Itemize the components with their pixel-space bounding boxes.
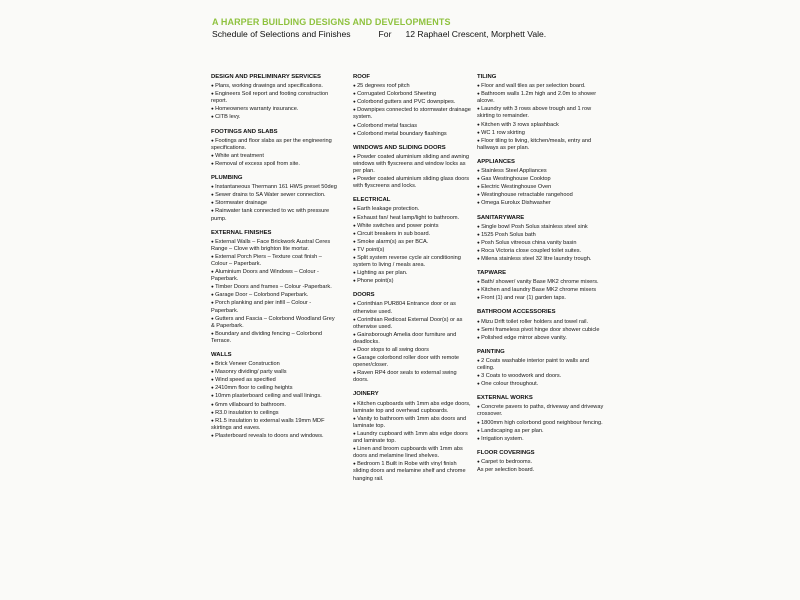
list-item: ● Plasterboard reveals to doors and windows. (211, 432, 339, 440)
list-item: ● Lighting as per plan. (353, 269, 473, 277)
list-item: As per selection board. (477, 467, 535, 474)
company-name: A HARPER BUILDING DESIGNS AND DEVELOPMENTS (212, 17, 451, 27)
list-item: ● White switches and power points (353, 222, 473, 230)
list-item: ● Removal of excess spoil from site. (211, 160, 339, 168)
list-item: ● Posh Solus vitreous china vanity basin (477, 239, 605, 247)
list-item: ● WC 1 row skirting (477, 129, 605, 137)
column-3 (477, 74, 605, 481)
section-heading: FLOOR COVERINGS (477, 449, 535, 456)
list-item: ● Downpipes connected to stormwater drainage system. (353, 106, 473, 121)
list-item: ● Mizu Drift toilet roller holders and towel rail. (477, 318, 605, 326)
section-block (477, 349, 605, 388)
list-item: ● Homeowners warranty insurance. (211, 105, 339, 113)
list-item: ● Bath/ shower/ vanity Base MK2 chrome mixers. (477, 278, 605, 286)
list-item: ● CITB levy. (211, 113, 339, 121)
list-item: ● One colour throughout. (477, 380, 605, 388)
list-item: ● Front (1) and rear (1) garden taps. (477, 294, 605, 302)
list-item: ● 10mm plasterboard ceiling and wall linings. (211, 392, 339, 400)
list-item: ● 1525 Posh Solus bath (477, 231, 605, 239)
list-item: ● Circuit breakers in sub board. (353, 230, 473, 238)
list-item: ● Irrigation system. (477, 435, 605, 443)
list-item: ● Kitchen with 3 rows splashback (477, 121, 605, 129)
list-item: ● Brick Veneer Construction (211, 360, 339, 368)
list-item: ● Colorbond metal fascias (353, 122, 473, 130)
list-item: ● Footings and floor slabs as per the engineering specifications. (211, 137, 339, 152)
document-title: Schedule of Selections and Finishes (212, 29, 351, 39)
list-item: ● Carpet to bedrooms. (477, 458, 605, 466)
list-item: ● Bedroom 1 Built in Robe with vinyl finish sliding doors and melamine shelf and chrome hanging rail. (353, 460, 473, 482)
list-item: ● Earth leakage protection. (353, 205, 473, 213)
list-item: ● Concrete pavers to paths, driveway and driveway crossover. (477, 403, 605, 418)
list-item: ● 25 degrees roof pitch (353, 82, 473, 90)
section-heading: TILING (477, 74, 497, 80)
section-block (477, 450, 605, 474)
section-heading: APPLIANCES (477, 158, 515, 165)
section-heading: TAPWARE (477, 270, 507, 277)
list-item: ● Wind speed as specified (211, 376, 339, 384)
section-block (477, 74, 605, 152)
section-heading: PLUMBING (211, 175, 243, 182)
list-item: ● Electric Westinghouse Oven (477, 183, 605, 191)
section-block (477, 215, 605, 264)
section-heading: PAINTING (477, 348, 505, 355)
list-item: ● Polished edge mirror above vanity. (477, 334, 605, 342)
list-item: ● Stormwater drainage (211, 199, 339, 207)
section-heading: EXTERNAL WORKS (477, 395, 533, 402)
document-subtitle (212, 29, 546, 39)
list-item: ● Omega Eurolux Dishwasher (477, 199, 605, 207)
list-item: ● R3.0 insulation to ceilings (211, 409, 339, 417)
list-item: ● Smoke alarm(s) as per BCA. (353, 238, 473, 246)
list-item: ● Colorbond metal boundary flashings (353, 130, 473, 138)
column-1 (211, 74, 339, 447)
list-item: ● R1.5 insulation to external walls 19mm MDF skirtings and eaves. (211, 417, 339, 432)
section-block (211, 175, 339, 223)
list-item: ● Laundry with 3 rows above trough and 1 row skirting to remainder. (477, 105, 605, 120)
list-item: ● TV point(s) (353, 246, 473, 254)
list-item: ● Timber Doors and frames – Colour -Paperbark. (211, 283, 339, 291)
list-item: ● 3 Coats to woodwork and doors. (477, 372, 605, 380)
list-item: ● Porch planking and pier infill – Colour - Paperbark. (211, 299, 339, 314)
section-heading: BATHROOM ACCESSORIES (477, 309, 556, 316)
list-item: ● Laundry cupboard with 1mm abs edge doors and laminate top. (353, 430, 473, 445)
list-item: ● Gutters and Fascia – Colorbond Woodland Grey & Paperbark. (211, 315, 339, 330)
list-item: ● External Porch Piers – Texture coat finish – Colour – Paperbark. (211, 253, 339, 268)
list-item: ● Powder coated aluminium sliding and awning windows with flyscreens and window locks as per plan. (353, 153, 473, 175)
list-item: ● Instantaneous Thermann 161 HWS preset 50deg (211, 183, 339, 191)
section-block (353, 292, 473, 384)
list-item: ● 2410mm floor to ceiling heights (211, 384, 339, 392)
list-item: ● Milena stainless steel 32 litre laundry trough. (477, 255, 605, 263)
section-block (211, 352, 339, 440)
list-item: ● Roca Victoria close coupled toilet suites. (477, 247, 605, 255)
list-item: ● 1800mm high colorbond good neighbour fencing. (477, 419, 605, 427)
list-item: ● Floor tiling to living, kitchen/meals, entry and hallways as per plan. (477, 137, 605, 152)
column-2 (353, 74, 473, 490)
section-block (477, 270, 605, 302)
section-heading: WALLS (211, 352, 232, 358)
section-heading: FOOTINGS AND SLABS (211, 128, 278, 135)
section-block (477, 309, 605, 341)
list-item: ● White ant treatment (211, 152, 339, 160)
list-item: ● 2 Coats washable interior paint to walls and ceiling. (477, 357, 605, 372)
list-item: ● Masonry dividing/ party walls (211, 368, 339, 376)
list-item: ● Westinghouse retractable rangehood (477, 191, 605, 199)
list-item: ● Semi frameless pivot hinge door shower cubicle (477, 326, 605, 334)
section-heading: EXTERNAL FINISHES (211, 229, 272, 236)
section-block (477, 159, 605, 208)
list-item: ● External Walls – Face Brickwork Austral Ceres Range – Clove with brighton lite mortar. (211, 238, 339, 253)
list-item: ● Raven RP4 door seals to external swing doors. (353, 369, 473, 384)
list-item: ● Single bowl Posh Solus stainless steel sink (477, 223, 605, 231)
list-item: ● Linen and broom cupboards with 1mm abs doors and melamine lined shelves. (353, 445, 473, 460)
list-item: ● Boundary and dividing fencing – Colorbond Terrace. (211, 330, 339, 345)
section-block (477, 395, 605, 443)
list-item: ● 6mm villaboard to bathroom. (211, 401, 339, 409)
section-heading: WINDOWS AND SLIDING DOORS (353, 144, 446, 151)
list-item: ● Garage colorbond roller door with remote opener/closer. (353, 354, 473, 369)
list-item: ● Plans, working drawings and specifications. (211, 82, 339, 90)
for-label: For (378, 29, 392, 39)
section-heading: DESIGN AND PRELIMINARY SERVICES (211, 74, 321, 80)
section-heading: ROOF (353, 74, 371, 80)
section-block (353, 391, 473, 482)
section-block (211, 74, 339, 122)
list-item: ● Engineers Soil report and footing construction report. (211, 90, 339, 105)
list-item: ● Kitchen cupboards with 1mm abs edge doors, laminate top and overhead cupboards. (353, 400, 473, 415)
list-item: ● Gainsborough Amelia door furniture and deadlocks. (353, 331, 473, 346)
list-item: ● Sewer drains to SA Water sewer connection. (211, 191, 339, 199)
list-item: ● Landscaping as per plan. (477, 427, 605, 435)
section-heading: ELECTRICAL (353, 197, 391, 204)
list-item: ● Aluminium Doors and Windows – Colour - Paperbark. (211, 268, 339, 283)
section-block (353, 197, 473, 285)
list-item: ● Door stops to all swing doors (353, 346, 473, 354)
section-block (353, 145, 473, 191)
list-item: ● Corrugated Colorbond Sheeting (353, 90, 473, 98)
section-heading: JOINERY (353, 391, 379, 398)
list-item: ● Rainwater tank connected to wc with pressure pump. (211, 207, 339, 222)
section-block (353, 74, 473, 138)
list-item: ● Exhaust fan/ heat lamp/light to bathroom. (353, 214, 473, 222)
section-block (211, 230, 339, 345)
list-item: ● Kitchen and laundry Base MK2 chrome mixers (477, 286, 605, 294)
list-item: ● Powder coated aluminium sliding glass doors with flyscreens and locks. (353, 175, 473, 190)
list-item: ● Bathroom walls 1.2m high and 2.0m to shower alcove. (477, 90, 605, 105)
list-item: ● Phone point(s) (353, 277, 473, 285)
list-item: ● Garage Door – Colorbond Paperbark. (211, 291, 339, 299)
list-item: ● Floor and wall tiles as per selection board. (477, 82, 605, 90)
list-item: ● Split system reverse cycle air conditioning system to living / meals area. (353, 254, 473, 269)
property-address: 12 Raphael Crescent, Morphett Vale. (405, 29, 547, 39)
list-item: ● Corinthian PUR804 Entrance door or as otherwise used. (353, 300, 473, 315)
section-heading: DOORS (353, 292, 375, 299)
list-item: ● Vanity to bathroom with 1mm abs doors and laminate top. (353, 415, 473, 430)
list-item: ● Gas Westinghouse Cooktop (477, 175, 605, 183)
list-item: ● Stainless Steel Appliances (477, 167, 605, 175)
section-heading: SANITARYWARE (477, 214, 525, 221)
list-item: ● Colorbond gutters and PVC downpipes. (353, 98, 473, 106)
list-item: ● Corinthian Redicoat External Door(s) or as otherwise used. (353, 316, 473, 331)
section-block (211, 129, 339, 168)
